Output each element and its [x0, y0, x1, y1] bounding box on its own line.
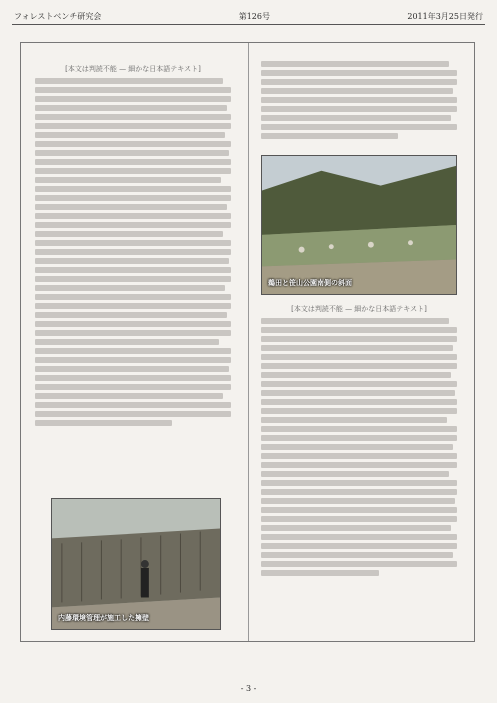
retaining-wall-photo — [51, 498, 221, 630]
left-column-illegible-note: [本文は判読不能 — 細かな日本語テキスト] — [65, 65, 201, 73]
header-issue-date: 2011年3月25日発行 — [407, 12, 483, 21]
slope-landscape-photo — [261, 155, 457, 295]
left-column-text-placeholder — [35, 78, 231, 426]
page-header — [12, 8, 485, 25]
article-frame — [20, 42, 475, 642]
right-column-text-placeholder-bottom — [261, 318, 457, 576]
header-issue-number: 第126号 — [238, 12, 270, 21]
left-column — [35, 61, 231, 426]
slope-landscape-caption: 鵜田と笹山公園南側の斜面 — [268, 279, 352, 287]
column-divider — [248, 43, 249, 641]
retaining-wall-caption: 内藤環境管理が施工した擁壁 — [58, 614, 149, 622]
right-column-illegible-note: [本文は判読不能 — 細かな日本語テキスト] — [291, 305, 427, 313]
page-number: - 3 - — [240, 684, 257, 693]
right-column-lower — [261, 301, 457, 576]
right-column — [261, 61, 457, 139]
header-publication-name: フォレストベンチ研究会 — [14, 12, 102, 21]
right-column-text-placeholder-top — [261, 61, 457, 139]
